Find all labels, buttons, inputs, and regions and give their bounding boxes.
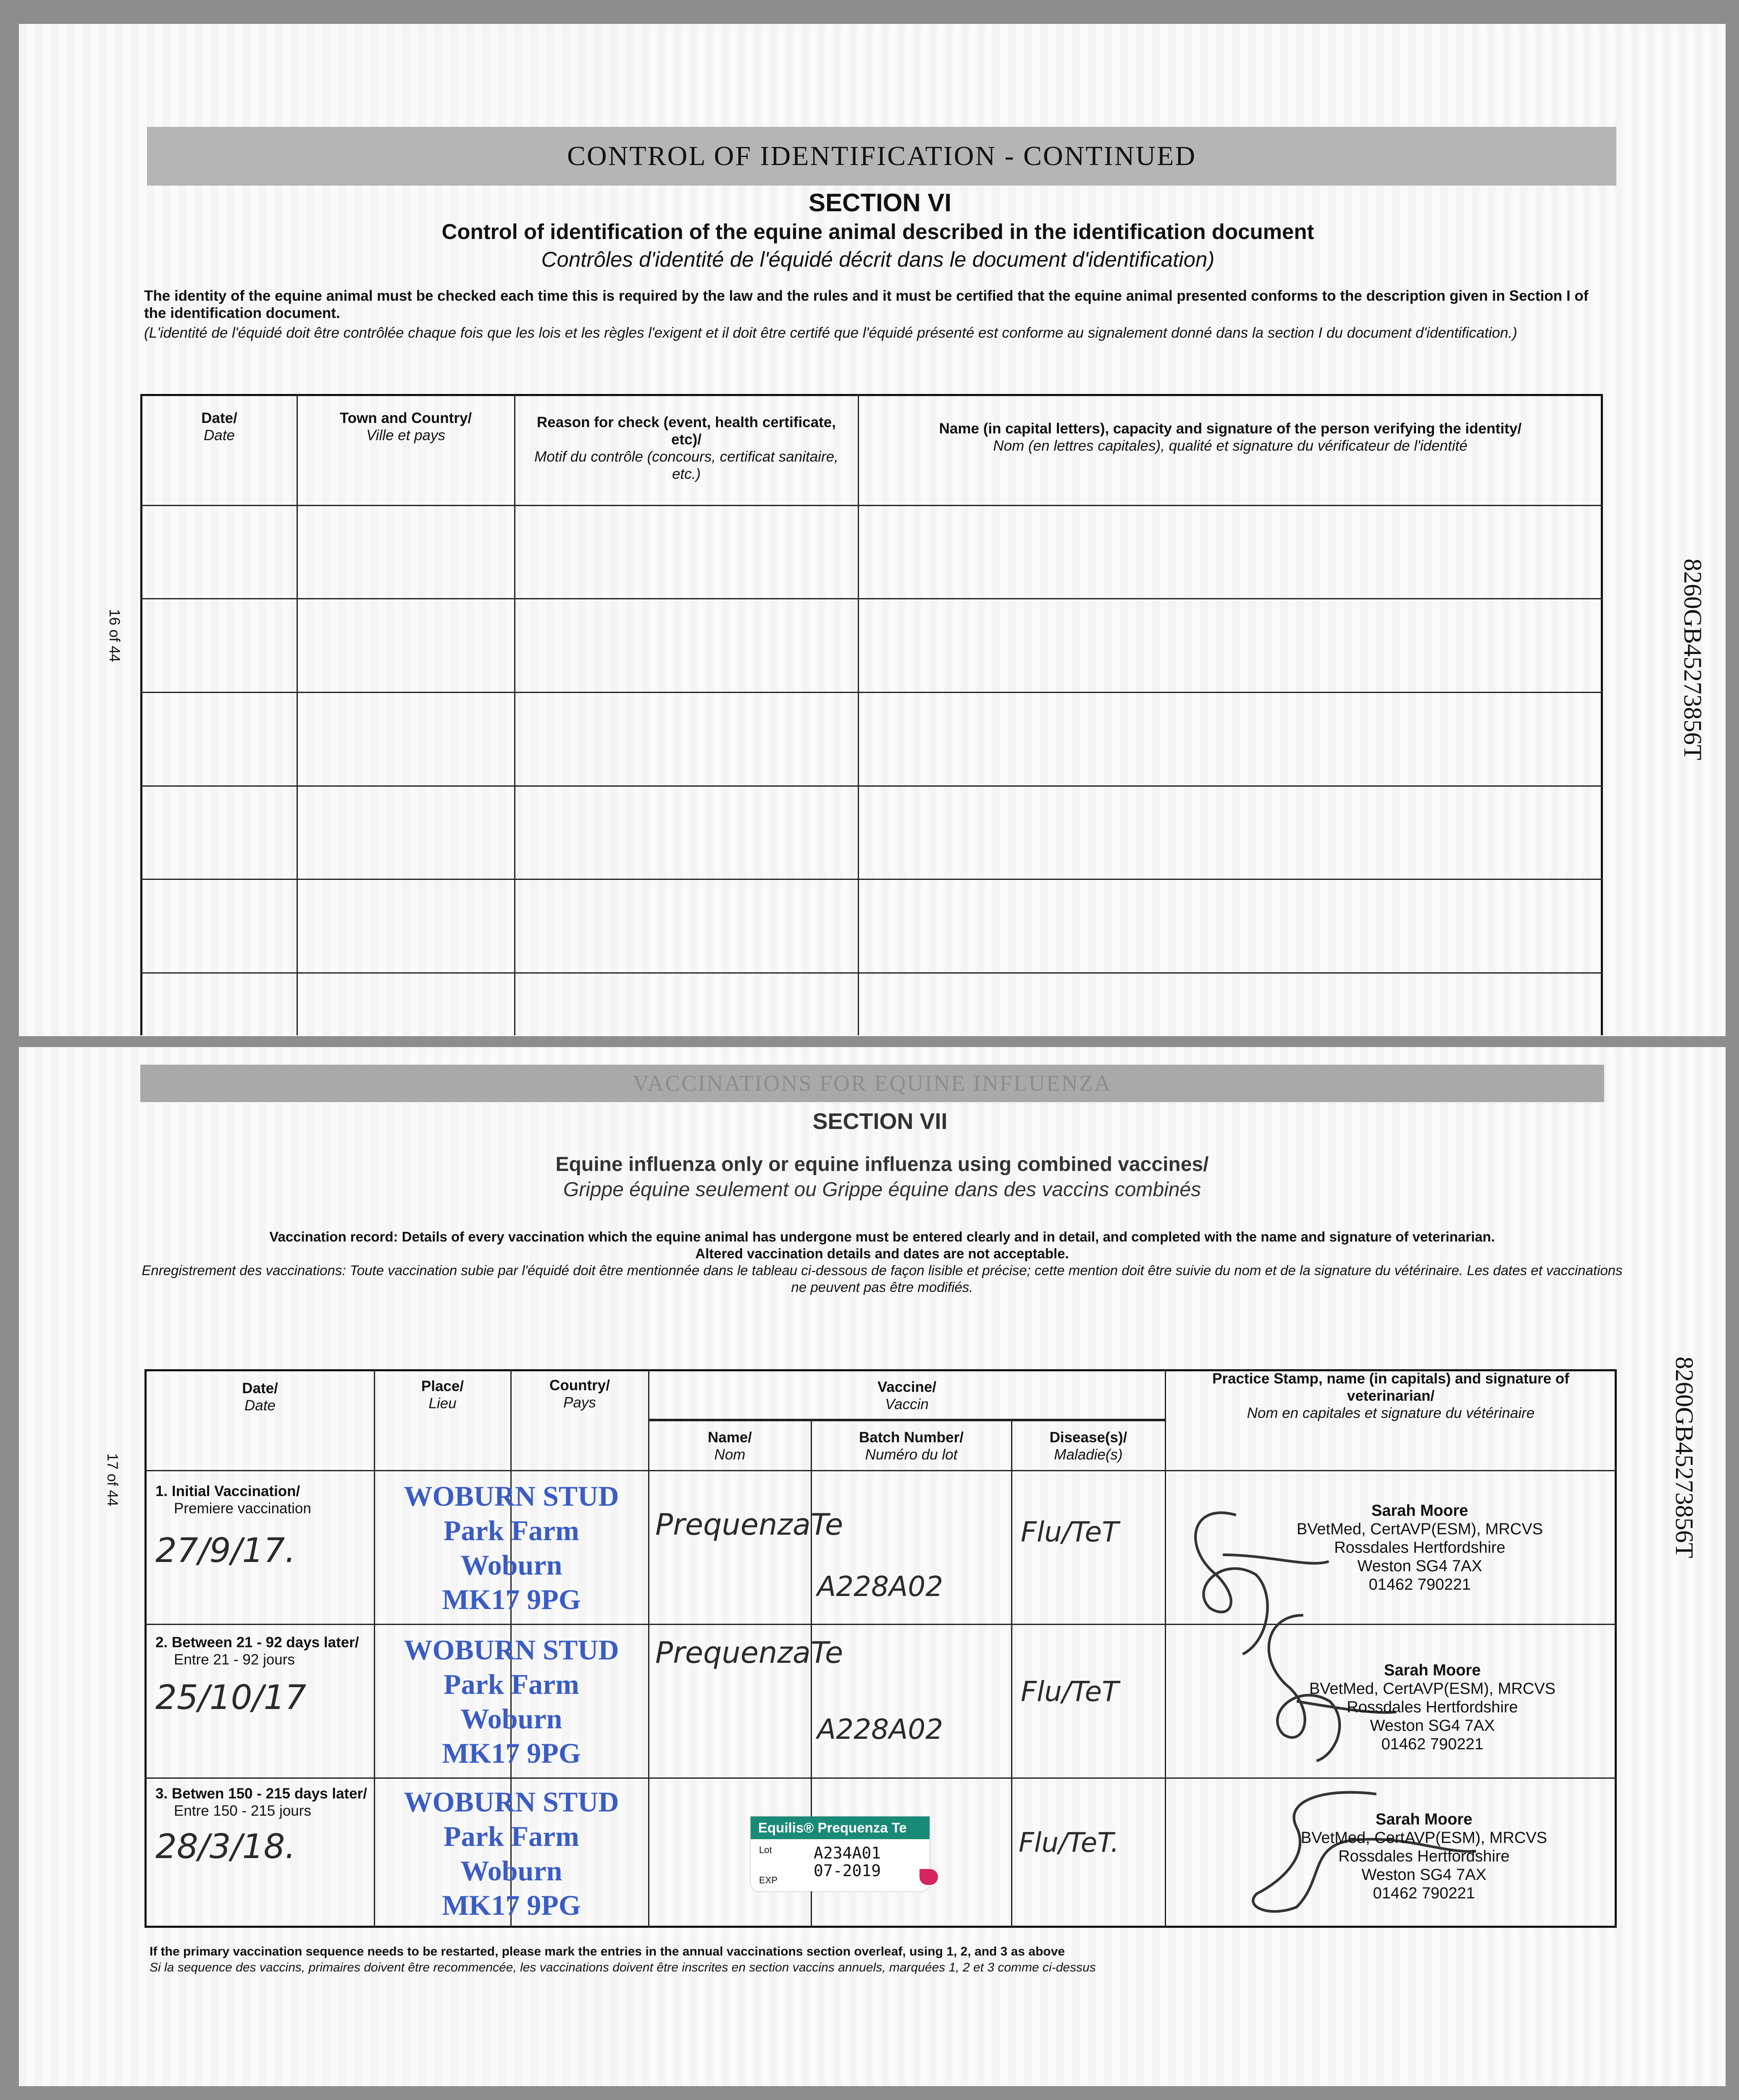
intro-fr: (L'identité de l'équidé doit être contrôlée chaque fois que les lois et les règles l'exigent et il doit être certifé que l'équidé présenté est conforme au signalement donné dans la section I du document d'identification.)	[144, 325, 1518, 341]
row-label-2: 2. Between 21 - 92 days later/	[155, 1634, 359, 1651]
column-divider	[1165, 1369, 1166, 1928]
document-id-top: 8260GB45273856T	[1679, 559, 1707, 760]
row-label-fr-1: Premiere vaccination	[174, 1500, 311, 1517]
handwritten-vaccine-name-1: PrequenzaTe	[655, 1507, 843, 1542]
section-subtitle-fr: Grippe équine seulement ou Grippe équine dans des vaccins combinés	[563, 1179, 1201, 1201]
col-header-vet: Practice Stamp, name (in capitals) and signature of veterinarian/ Nom en capitales et signature du vétérinaire	[1212, 1370, 1569, 1421]
row-divider	[140, 505, 1603, 506]
row-divider	[140, 785, 1603, 787]
row-label-fr-3: Entre 150 - 215 jours	[174, 1803, 311, 1819]
col-header-vaccine-name: Name/ Nom	[707, 1429, 752, 1463]
row-divider	[140, 879, 1603, 880]
row-divider	[648, 1419, 1165, 1421]
table-frame	[140, 394, 1603, 1035]
vet-stamp-2: Sarah Moore BVetMed, CertAVP(ESM), MRCVS Rossdales Hertfordshire Weston SG4 7AX 01462 790221	[1309, 1662, 1556, 1753]
column-divider	[648, 1369, 649, 1928]
page-number-17: 17 of 44	[104, 1453, 121, 1507]
place-stamp-3: WOBURN STUD Park Farm Woburn MK17 9PG	[404, 1786, 619, 1921]
section-band-control-identification	[147, 127, 1616, 186]
place-stamp-1: WOBURN STUD Park Farm Woburn MK17 9PG	[404, 1480, 619, 1615]
vaccine-batch-sticker	[751, 1816, 930, 1891]
handwritten-disease-2: Flu/TeT	[1021, 1675, 1119, 1708]
intro-en-1: Vaccination record: Details of every vaccination which the equine animal has undergone must be entered clearly and in detail, and completed with the name and signature of veterinarian.	[269, 1229, 1495, 1244]
sticker-title: Equilis® Prequenza Te	[751, 1816, 930, 1839]
column-divider	[297, 394, 298, 1035]
page-number-16: 16 of 44	[106, 609, 123, 662]
row-divider	[140, 692, 1603, 693]
col-header-batch: Batch Number/ Numéro du lot	[859, 1429, 964, 1463]
col-header-disease: Disease(s)/ Maladie(s)	[1049, 1429, 1127, 1463]
intro-en-2: Altered vaccination details and dates are not acceptable.	[695, 1246, 1069, 1261]
handwritten-batch-2: A228A02	[817, 1713, 943, 1746]
intro-block	[144, 287, 1600, 341]
vet-stamp-1: Sarah Moore BVetMed, CertAVP(ESM), MRCVS Rossdales Hertfordshire Weston SG4 7AX 01462 790221	[1296, 1502, 1543, 1593]
sticker-lot-label: Lot	[759, 1845, 772, 1855]
row-label-3: 3. Betwen 150 - 215 days later/	[155, 1785, 367, 1802]
handwritten-disease-3: Flu/TeT.	[1019, 1827, 1119, 1858]
handwritten-batch-1: A228A02	[817, 1570, 943, 1603]
handwritten-date-3: 28/3/18.	[155, 1827, 296, 1866]
col-header-vaccine: Vaccine/ Vaccin	[877, 1379, 937, 1412]
date-cell-1	[155, 1483, 370, 1621]
footer-note-fr: Si la sequence des vaccins, primaires doivent être recommencée, les vaccinations doivent être inscrites en section vaccins annuels, marquées 1, 2 et 3 comme ci-dessus	[150, 1961, 1096, 1974]
handwritten-date-1: 27/9/17.	[155, 1531, 296, 1570]
col-header-town: Town and Country/ Ville et pays	[339, 410, 472, 444]
col-header-country: Country/ Pays	[549, 1377, 610, 1411]
row-label-fr-2: Entre 21 - 92 jours	[174, 1651, 295, 1668]
row-divider	[140, 972, 1603, 974]
footer-notes	[150, 1944, 1599, 1976]
section-subtitle-en: Control of identification of the equine animal described in the identification document	[441, 220, 1314, 244]
handwritten-vaccine-name-2: PrequenzaTe	[655, 1635, 843, 1670]
section-subtitle-fr: Contrôles d'identité de l'équidé décrit dans le document d'identification)	[541, 247, 1215, 271]
row-label-1: 1. Initial Vaccination/	[155, 1483, 300, 1499]
sticker-pink-tab	[919, 1869, 938, 1885]
column-divider	[1011, 1419, 1012, 1928]
section-subtitle-en: Equine influenza only or equine influenza using combined vaccines/	[555, 1153, 1209, 1176]
date-cell-2	[155, 1634, 370, 1777]
section-title: SECTION VI	[808, 189, 952, 217]
footer-note-en: If the primary vaccination sequence needs to be restarted, please mark the entries in the annual vaccinations section overleaf, using 1, 2, and 3 as above	[150, 1945, 1065, 1958]
sticker-exp-label: EXP	[759, 1875, 778, 1885]
vet-stamp-3: Sarah Moore BVetMed, CertAVP(ESM), MRCVS Rossdales Hertfordshire Weston SG4 7AX 01462 790221	[1300, 1811, 1547, 1902]
place-stamp-2: WOBURN STUD Park Farm Woburn MK17 9PG	[404, 1634, 619, 1769]
date-cell-3	[155, 1785, 370, 1926]
col-header-reason: Reason for check (event, health certificate, etc)/ Motif du contrôle (concours, certificat sanitaire, etc.)	[534, 414, 838, 482]
column-divider	[514, 394, 515, 1035]
intro-fr: Enregistrement des vaccinations: Toute vaccination subie par l'équidé doit être mentionnée dans le tableau ci-dessous de façon lisible et précise; cette mention doit être suivie du nom et de la signature du vétérinaire. Les dates et vaccinations ne peuvent pas être modifiés.	[142, 1263, 1623, 1295]
band-title: CONTROL OF IDENTIFICATION - CONTINUED	[567, 141, 1197, 171]
row-divider	[140, 598, 1603, 599]
section-title: SECTION VII	[812, 1109, 948, 1134]
sticker-lot-exp-values: A234A01 07-2019	[814, 1844, 881, 1880]
band-title: VACCINATIONS FOR EQUINE INFLUENZA	[633, 1071, 1112, 1096]
handwritten-disease-1: Flu/TeT	[1021, 1516, 1119, 1548]
row-divider	[144, 1470, 1617, 1471]
col-header-verifier: Name (in capital letters), capacity and signature of the person verifying the identity/ Nom (en lettres capitales), qualité et signature du vérificateur de l'identité	[939, 420, 1522, 454]
col-header-date: Date/ Date	[242, 1380, 278, 1414]
intro-en: The identity of the equine animal must be checked each time this is required by the law and the rules and it must be certified that the equine animal presented conforms to the description given in Section I of the identification document.	[144, 288, 1589, 321]
column-divider	[858, 394, 859, 1035]
col-header-place: Place/ Lieu	[421, 1378, 464, 1412]
intro-block	[139, 1228, 1626, 1296]
col-header-date: Date/ Date	[201, 410, 237, 444]
handwritten-date-2: 25/10/17	[155, 1678, 307, 1717]
column-divider	[374, 1369, 375, 1928]
section-band-vaccinations	[140, 1065, 1604, 1102]
document-id-bottom: 8260GB45273856T	[1671, 1357, 1698, 1558]
